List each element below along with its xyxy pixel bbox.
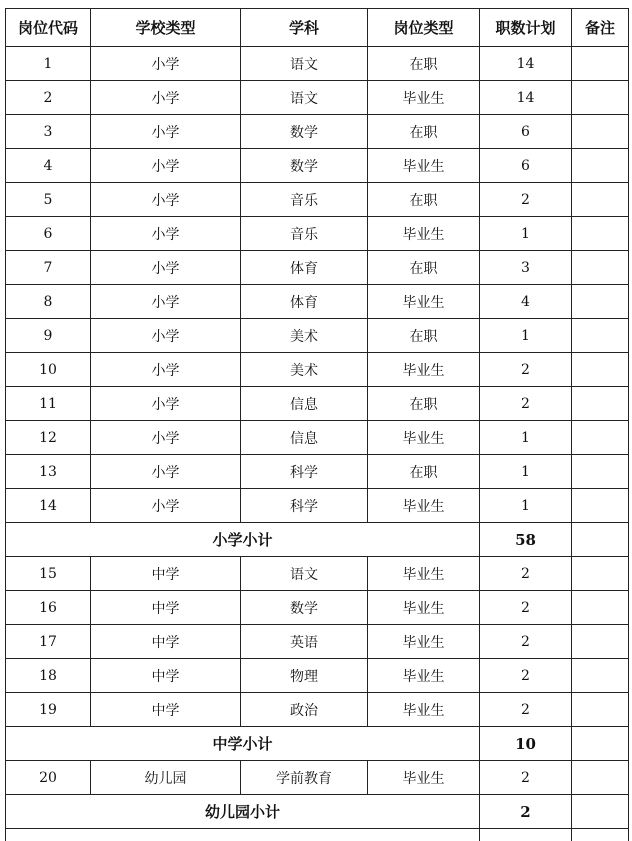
subtotal-value: 2 <box>480 795 572 829</box>
cell-post-type: 在职 <box>368 319 480 353</box>
cell-post-type: 在职 <box>368 455 480 489</box>
cell-plan: 2 <box>480 693 572 727</box>
cell-school-type: 小学 <box>91 421 241 455</box>
cell-plan: 2 <box>480 557 572 591</box>
subtotal-note <box>572 727 629 761</box>
header-row <box>6 9 629 47</box>
cell-post-type: 毕业生 <box>368 353 480 387</box>
cell-post-type: 在职 <box>368 183 480 217</box>
cell-code: 14 <box>6 489 91 523</box>
table-row <box>6 217 629 251</box>
table-row <box>6 353 629 387</box>
cell-plan: 2 <box>480 387 572 421</box>
subtotal-row <box>6 727 629 761</box>
cell-school-type: 小学 <box>91 217 241 251</box>
cell-note <box>572 659 629 693</box>
cell-note <box>572 115 629 149</box>
cell-note <box>572 625 629 659</box>
header-school-type: 学校类型 <box>91 9 241 47</box>
table-row <box>6 693 629 727</box>
cell-school-type: 小学 <box>91 47 241 81</box>
table-row <box>6 761 629 795</box>
cell-code: 16 <box>6 591 91 625</box>
cell-note <box>572 693 629 727</box>
cell-subject: 体育 <box>241 251 368 285</box>
subtotal-note <box>572 795 629 829</box>
cell-post-type: 毕业生 <box>368 693 480 727</box>
cell-post-type: 毕业生 <box>368 625 480 659</box>
table-row <box>6 455 629 489</box>
table-row <box>6 47 629 81</box>
cell-school-type: 小学 <box>91 149 241 183</box>
cell-plan: 1 <box>480 489 572 523</box>
cell-post-type: 毕业生 <box>368 421 480 455</box>
cell-plan: 1 <box>480 319 572 353</box>
header-note: 备注 <box>572 9 629 47</box>
cell-code: 18 <box>6 659 91 693</box>
table-row <box>6 251 629 285</box>
cell-plan: 2 <box>480 659 572 693</box>
cell-subject: 美术 <box>241 353 368 387</box>
cell-subject: 语文 <box>241 81 368 115</box>
cell-code: 7 <box>6 251 91 285</box>
cell-school-type: 小学 <box>91 285 241 319</box>
cell-code: 5 <box>6 183 91 217</box>
cell-school-type: 小学 <box>91 81 241 115</box>
cell-code: 3 <box>6 115 91 149</box>
cell-note <box>572 761 629 795</box>
header-subject: 学科 <box>241 9 368 47</box>
cell-subject: 政治 <box>241 693 368 727</box>
cell-plan: 6 <box>480 115 572 149</box>
table-row <box>6 115 629 149</box>
cell-plan: 2 <box>480 591 572 625</box>
table-row <box>6 183 629 217</box>
cell-code: 9 <box>6 319 91 353</box>
cell-note <box>572 489 629 523</box>
cell-post-type: 毕业生 <box>368 489 480 523</box>
cell-plan: 2 <box>480 183 572 217</box>
subtotal-value: 58 <box>480 523 572 557</box>
recruitment-plan-table <box>5 8 629 841</box>
header-plan: 职数计划 <box>480 9 572 47</box>
cell-code: 12 <box>6 421 91 455</box>
cell-code: 8 <box>6 285 91 319</box>
cell-subject: 美术 <box>241 319 368 353</box>
recruitment-plan-sheet <box>5 8 629 841</box>
cell-note <box>572 421 629 455</box>
cell-code: 15 <box>6 557 91 591</box>
cell-note <box>572 455 629 489</box>
cell-note <box>572 47 629 81</box>
cell-subject: 语文 <box>241 47 368 81</box>
cell-subject: 语文 <box>241 557 368 591</box>
cell-subject: 音乐 <box>241 217 368 251</box>
cell-post-type: 在职 <box>368 251 480 285</box>
cell-subject: 英语 <box>241 625 368 659</box>
cell-post-type: 毕业生 <box>368 591 480 625</box>
cell-code: 13 <box>6 455 91 489</box>
cell-subject: 物理 <box>241 659 368 693</box>
cell-note <box>572 557 629 591</box>
cell-note <box>572 183 629 217</box>
cell-subject: 科学 <box>241 455 368 489</box>
cell-code: 19 <box>6 693 91 727</box>
cell-school-type: 中学 <box>91 591 241 625</box>
cell-school-type: 小学 <box>91 489 241 523</box>
table-row <box>6 489 629 523</box>
cell-note <box>572 353 629 387</box>
subtotal-label: 幼儿园小计 <box>6 795 480 829</box>
cell-school-type: 中学 <box>91 693 241 727</box>
subtotal-row <box>6 523 629 557</box>
cell-school-type: 小学 <box>91 387 241 421</box>
cell-subject: 数学 <box>241 591 368 625</box>
cell-post-type: 毕业生 <box>368 149 480 183</box>
cell-plan: 2 <box>480 761 572 795</box>
cell-note <box>572 251 629 285</box>
header-post-type: 岗位类型 <box>368 9 480 47</box>
cell-post-type: 毕业生 <box>368 761 480 795</box>
cell-post-type: 毕业生 <box>368 557 480 591</box>
cell-code: 1 <box>6 47 91 81</box>
subtotal-value: 10 <box>480 727 572 761</box>
subtotal-label: 小学小计 <box>6 523 480 557</box>
cell-school-type: 小学 <box>91 183 241 217</box>
cell-school-type: 中学 <box>91 557 241 591</box>
cell-subject: 体育 <box>241 285 368 319</box>
cell-code: 6 <box>6 217 91 251</box>
cell-school-type: 小学 <box>91 251 241 285</box>
table-row <box>6 285 629 319</box>
cell-plan: 3 <box>480 251 572 285</box>
cell-school-type: 幼儿园 <box>91 761 241 795</box>
cell-plan: 2 <box>480 353 572 387</box>
table-body <box>6 47 629 841</box>
cell-school-type: 中学 <box>91 659 241 693</box>
cell-subject: 科学 <box>241 489 368 523</box>
cell-code: 11 <box>6 387 91 421</box>
cell-code: 17 <box>6 625 91 659</box>
cell-post-type: 毕业生 <box>368 81 480 115</box>
cell-plan: 1 <box>480 421 572 455</box>
cell-school-type: 小学 <box>91 455 241 489</box>
cell-subject: 信息 <box>241 387 368 421</box>
cell-plan: 1 <box>480 217 572 251</box>
cell-plan: 6 <box>480 149 572 183</box>
cell-school-type: 小学 <box>91 353 241 387</box>
cell-subject: 信息 <box>241 421 368 455</box>
cell-post-type: 毕业生 <box>368 217 480 251</box>
table-row <box>6 659 629 693</box>
cell-note <box>572 319 629 353</box>
cell-school-type: 小学 <box>91 115 241 149</box>
cell-code: 4 <box>6 149 91 183</box>
cell-post-type: 毕业生 <box>368 659 480 693</box>
cell-plan: 2 <box>480 625 572 659</box>
cell-subject: 数学 <box>241 115 368 149</box>
cell-note <box>572 285 629 319</box>
cell-code: 2 <box>6 81 91 115</box>
cell-plan: 14 <box>480 81 572 115</box>
table-row <box>6 149 629 183</box>
cell-plan: 4 <box>480 285 572 319</box>
cell-plan: 14 <box>480 47 572 81</box>
cell-post-type: 在职 <box>368 387 480 421</box>
cell-school-type: 小学 <box>91 319 241 353</box>
cell-plan: 1 <box>480 455 572 489</box>
cell-code: 20 <box>6 761 91 795</box>
table-row <box>6 591 629 625</box>
cell-school-type: 中学 <box>91 625 241 659</box>
subtotal-note <box>572 523 629 557</box>
cell-subject: 音乐 <box>241 183 368 217</box>
cell-post-type: 毕业生 <box>368 285 480 319</box>
table-row <box>6 625 629 659</box>
cell-post-type: 在职 <box>368 47 480 81</box>
cell-note <box>572 591 629 625</box>
cell-note <box>572 149 629 183</box>
table-row <box>6 319 629 353</box>
table-row <box>6 557 629 591</box>
cell-note <box>572 387 629 421</box>
cell-post-type: 在职 <box>368 115 480 149</box>
table-row <box>6 387 629 421</box>
cell-subject: 学前教育 <box>241 761 368 795</box>
cell-subject: 数学 <box>241 149 368 183</box>
cell-note <box>572 217 629 251</box>
header-code: 岗位代码 <box>6 9 91 47</box>
cell-note <box>572 81 629 115</box>
table-row <box>6 421 629 455</box>
cell-code: 10 <box>6 353 91 387</box>
subtotal-row <box>6 795 629 829</box>
subtotal-label: 中学小计 <box>6 727 480 761</box>
table-row <box>6 81 629 115</box>
